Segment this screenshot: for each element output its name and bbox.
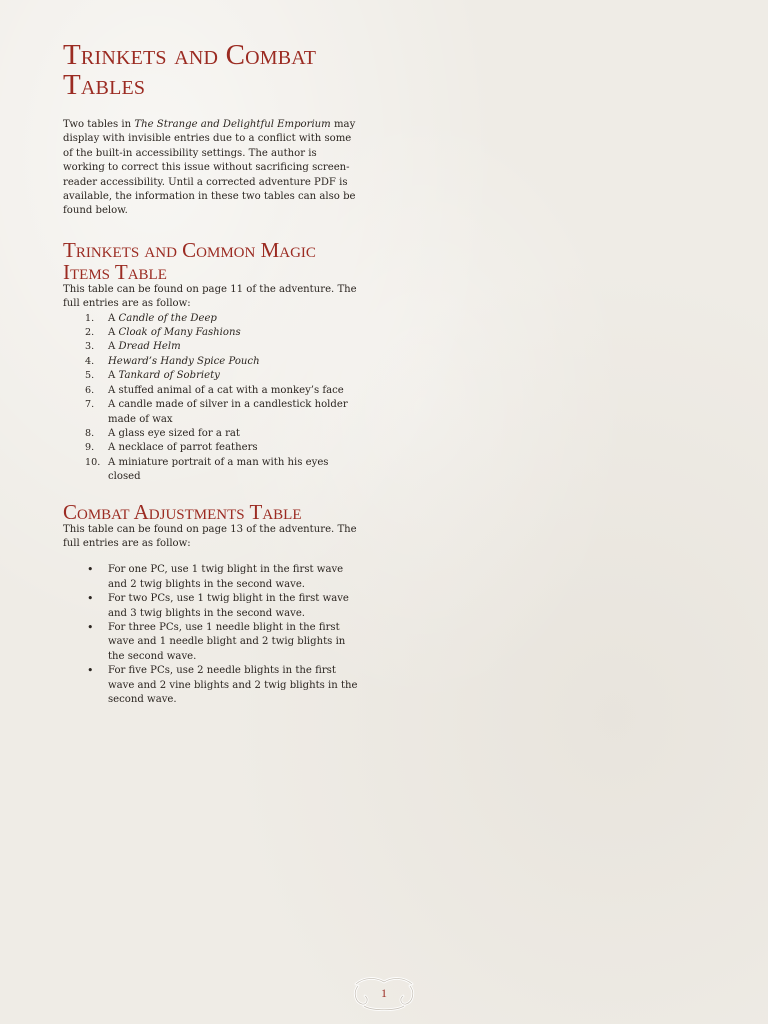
trinket-item-name: Tankard of Sobriety — [118, 370, 220, 382]
trinket-item-number: 4. — [85, 355, 95, 367]
trinket-item-text: A — [108, 370, 119, 382]
trinket-item-number: 10. — [85, 456, 101, 468]
trinket-item-text: A necklace of parrot feathers — [108, 442, 258, 454]
trinket-item — [63, 355, 361, 369]
page-title: Trinkets and Combat Tables — [63, 39, 317, 101]
trinket-item-text: A candle made of silver in a candlestick holder made of wax — [108, 399, 348, 425]
intro-post: may display with invisible entries due to a conflict with some of the built-in accessibility settings. The author is working to correct this issue without sacrificing screen-reader accessibility. Until a corrected adventure PDF is available, the information in these two tables can also be found below. — [63, 119, 356, 217]
trinket-item-name: Heward’s Handy Spice Pouch — [108, 355, 260, 367]
trinket-item — [63, 441, 361, 455]
trinket-item-text: A stuffed animal of a cat with a monkey’s face — [108, 384, 344, 396]
combat-item — [63, 664, 361, 707]
combat-item-text: For one PC, use 1 twig blight in the first wave and 2 twig blights in the second wave. — [108, 564, 344, 590]
combat-item-text: For two PCs, use 1 twig blight in the first wave and 3 twig blights in the second wave. — [108, 593, 349, 619]
trinket-item-text: A miniature portrait of a man with his eyes closed — [108, 456, 329, 483]
trinket-item-name: Dread Helm — [118, 341, 181, 353]
trinkets-heading: Trinkets and Common Magic Items Table — [63, 237, 316, 284]
trinket-item-text: A — [108, 327, 119, 339]
trinket-item-number: 7. — [85, 399, 95, 411]
trinket-item-text: A — [108, 341, 119, 353]
bullet-icon: • — [87, 563, 94, 577]
trinket-item — [63, 312, 361, 326]
combat-item-text: For three PCs, use 1 needle blight in the first wave and 1 needle blight and 2 twig blights in the second wave. — [108, 621, 346, 662]
combat-item — [63, 592, 361, 621]
trinket-item-number: 3. — [85, 341, 95, 353]
combat-item — [63, 563, 361, 592]
combat-description: This table can be found on page 13 of the adventure. The full entries are as follow: — [63, 523, 357, 549]
trinket-item-number: 5. — [85, 370, 95, 382]
trinket-item-name: Candle of the Deep — [118, 312, 217, 324]
combat-item — [63, 621, 361, 664]
combat-list — [63, 563, 361, 707]
combat-heading: Combat Adjustments Table — [63, 499, 302, 524]
trinket-item-text: A — [108, 312, 119, 324]
trinket-item-number: 9. — [85, 442, 95, 454]
trinket-item-number: 1. — [85, 312, 95, 324]
text-column — [63, 40, 361, 707]
trinket-item-number: 8. — [85, 427, 95, 439]
combat-item-text: For five PCs, use 2 needle blights in the first wave and 2 vine blights and 2 twig blights in the second wave. — [108, 665, 358, 705]
bullet-icon: • — [87, 664, 94, 678]
trinket-item — [63, 369, 361, 383]
bullet-icon: • — [87, 620, 94, 634]
trinket-item — [63, 384, 361, 398]
intro-book-title: The Strange and Delightful Emporium — [134, 119, 331, 130]
trinket-item-number: 2. — [85, 327, 95, 339]
trinket-item — [63, 398, 361, 427]
intro-pre: Two tables in — [63, 119, 135, 130]
trinket-item-number: 6. — [85, 384, 95, 396]
trinkets-list — [63, 312, 361, 485]
trinket-item — [63, 456, 361, 485]
page-number: 1 — [381, 986, 387, 1000]
page-footer — [350, 974, 418, 1014]
trinket-item — [63, 427, 361, 441]
trinket-item — [63, 340, 361, 354]
trinkets-description: This table can be found on page 11 of the adventure. The full entries are as follow: — [63, 283, 357, 310]
bullet-icon: • — [87, 592, 94, 606]
trinket-item — [63, 326, 361, 340]
trinket-item-name: Cloak of Many Fashions — [118, 327, 241, 339]
intro-paragraph — [63, 118, 361, 219]
trinket-item-text: A glass eye sized for a rat — [108, 427, 240, 439]
